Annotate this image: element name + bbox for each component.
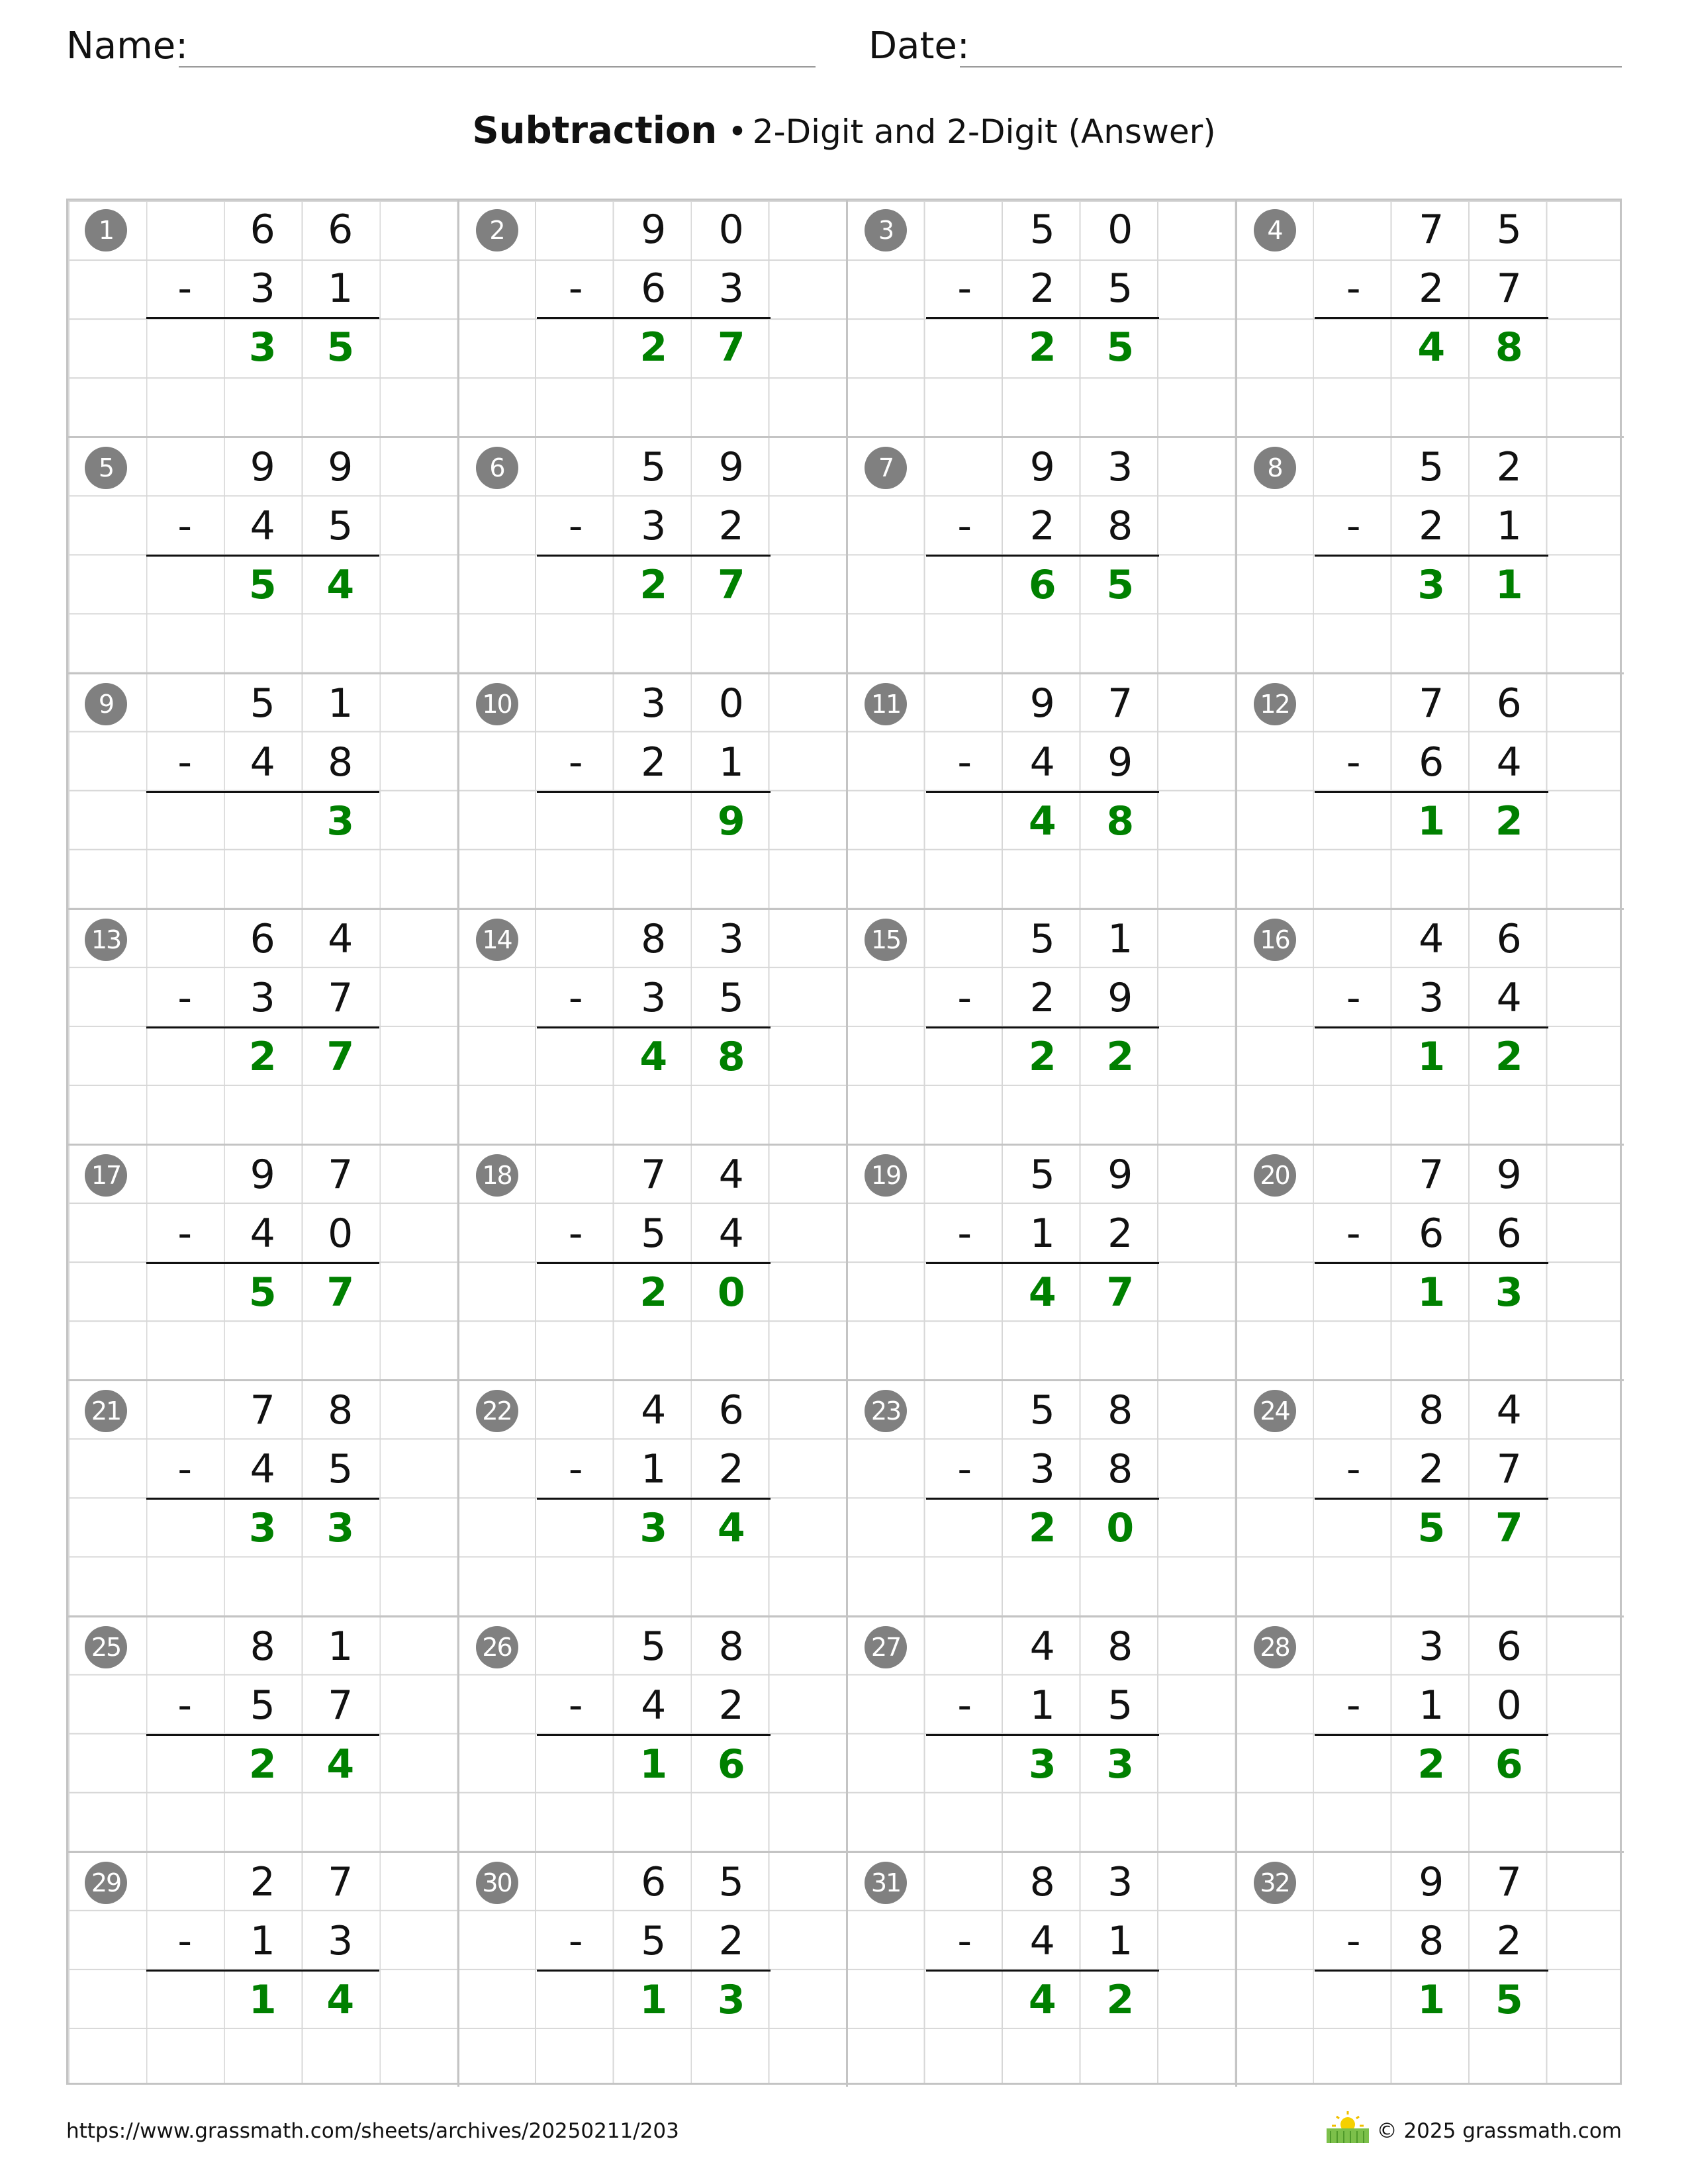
minuend-tens-digit: 6 [641, 1858, 667, 1905]
subtrahend-tens-digit: 2 [641, 739, 667, 786]
subtrahend-ones-digit: 7 [1496, 265, 1522, 312]
subtrahend-ones-digit: 3 [328, 1917, 353, 1964]
problem-number-badge: 16 [1254, 919, 1296, 961]
minus-sign: - [957, 1446, 972, 1493]
minuend-tens-digit: 7 [1419, 1152, 1444, 1198]
problem-29 [68, 1851, 457, 2087]
answer-tens-digit: 2 [248, 1741, 277, 1788]
problem-number-badge: 27 [865, 1626, 907, 1668]
minuend-tens-digit: 8 [1419, 1387, 1444, 1434]
problem-number-badge: 21 [85, 1390, 127, 1432]
title-subtitle: 2-Digit and 2-Digit (Answer) [752, 113, 1216, 151]
minuend-ones-digit: 2 [1496, 444, 1522, 491]
answer-tens-digit: 1 [1417, 797, 1446, 844]
answer-ones-digit: 5 [1495, 1976, 1523, 2023]
problem-21 [68, 1379, 457, 1615]
minuend-ones-digit: 3 [1107, 1858, 1133, 1905]
subtrahend-tens-digit: 3 [250, 265, 275, 312]
answer-ones-digit: 4 [326, 1741, 355, 1788]
subtrahend-tens-digit: 5 [641, 1210, 667, 1257]
answer-tens-digit: 4 [1028, 797, 1056, 844]
minuend-tens-digit: 5 [1029, 206, 1055, 253]
answer-tens-digit: 3 [1028, 1741, 1056, 1788]
problem-number-badge: 8 [1254, 447, 1296, 489]
subtrahend-tens-digit: 2 [1419, 503, 1444, 550]
subtrahend-ones-digit: 2 [718, 1917, 744, 1964]
minuend-ones-digit: 4 [328, 915, 353, 962]
problem-number-badge: 26 [476, 1626, 518, 1668]
subtrahend-tens-digit: 4 [641, 1682, 667, 1729]
problem-number-badge: 4 [1254, 209, 1296, 251]
problem-number-badge: 11 [865, 683, 907, 725]
answer-tens-digit: 5 [248, 1269, 277, 1316]
minuend-ones-digit: 0 [718, 206, 744, 253]
minuend-tens-digit: 5 [641, 444, 667, 491]
subtrahend-tens-digit: 4 [1029, 739, 1055, 786]
subtrahend-ones-digit: 7 [328, 974, 353, 1021]
subtrahend-tens-digit: 3 [250, 974, 275, 1021]
minuend-ones-digit: 6 [1496, 680, 1522, 727]
minuend-tens-digit: 9 [1419, 1858, 1444, 1905]
problem-number-badge: 29 [85, 1862, 127, 1904]
minuend-ones-digit: 3 [1107, 444, 1133, 491]
answer-ones-digit: 6 [1495, 1741, 1523, 1788]
problem-16 [1235, 908, 1624, 1144]
minus-sign: - [177, 503, 193, 550]
answer-ones-digit: 9 [717, 797, 745, 844]
problem-32 [1235, 1851, 1624, 2087]
minuend-ones-digit: 5 [718, 1858, 744, 1905]
problem-number-badge: 23 [865, 1390, 907, 1432]
minuend-ones-digit: 9 [1107, 1152, 1133, 1198]
answer-tens-digit: 2 [639, 1269, 668, 1316]
minus-sign: - [568, 1917, 583, 1964]
minus-sign: - [957, 974, 972, 1021]
subtrahend-ones-digit: 1 [1107, 1917, 1133, 1964]
subtrahend-ones-digit: 2 [1496, 1917, 1522, 1964]
answer-tens-digit: 3 [639, 1505, 668, 1552]
answer-tens-digit: 5 [1417, 1505, 1446, 1552]
minuend-ones-digit: 8 [1107, 1387, 1133, 1434]
minuend-tens-digit: 8 [641, 915, 667, 962]
minus-sign: - [1346, 974, 1361, 1021]
answer-ones-digit: 7 [326, 1033, 355, 1080]
grass-sun-logo-icon [1324, 2109, 1372, 2146]
minus-sign: - [568, 974, 583, 1021]
problem-14 [457, 908, 847, 1144]
subtrahend-ones-digit: 0 [328, 1210, 353, 1257]
subtrahend-ones-digit: 3 [718, 265, 744, 312]
answer-ones-digit: 3 [1106, 1741, 1135, 1788]
minuend-tens-digit: 4 [1419, 915, 1444, 962]
subtrahend-tens-digit: 2 [1029, 265, 1055, 312]
answer-ones-digit: 0 [1106, 1505, 1135, 1552]
subtrahend-tens-digit: 4 [250, 1210, 275, 1257]
subtrahend-ones-digit: 0 [1496, 1682, 1522, 1729]
answer-ones-digit: 7 [717, 562, 745, 609]
minuend-tens-digit: 9 [641, 206, 667, 253]
minuend-ones-digit: 5 [1496, 206, 1522, 253]
answer-tens-digit: 3 [248, 1505, 277, 1552]
minuend-tens-digit: 3 [1419, 1623, 1444, 1670]
answer-tens-digit: 4 [1028, 1976, 1056, 2023]
problem-31 [846, 1851, 1235, 2087]
problem-number-badge: 10 [476, 683, 518, 725]
minus-sign: - [177, 974, 193, 1021]
problem-27 [846, 1615, 1235, 1851]
subtrahend-ones-digit: 5 [1107, 1682, 1133, 1729]
problem-18 [457, 1144, 847, 1379]
name-field-line[interactable] [179, 66, 816, 68]
minuend-ones-digit: 7 [1107, 680, 1133, 727]
minuend-tens-digit: 6 [250, 206, 275, 253]
minuend-ones-digit: 6 [718, 1387, 744, 1434]
minuend-ones-digit: 1 [328, 1623, 353, 1670]
minus-sign: - [177, 265, 193, 312]
subtrahend-ones-digit: 1 [328, 265, 353, 312]
minuend-tens-digit: 9 [1029, 444, 1055, 491]
minuend-ones-digit: 6 [1496, 915, 1522, 962]
subtrahend-tens-digit: 3 [641, 503, 667, 550]
answer-tens-digit: 2 [1028, 1505, 1056, 1552]
problem-number-badge: 13 [85, 919, 127, 961]
answer-ones-digit: 2 [1495, 797, 1523, 844]
minuend-ones-digit: 3 [718, 915, 744, 962]
minuend-tens-digit: 4 [641, 1387, 667, 1434]
minuend-tens-digit: 7 [1419, 206, 1444, 253]
answer-tens-digit: 1 [639, 1976, 668, 2023]
date-field-line[interactable] [960, 66, 1622, 68]
minus-sign: - [957, 265, 972, 312]
minuend-ones-digit: 4 [718, 1152, 744, 1198]
subtrahend-ones-digit: 4 [718, 1210, 744, 1257]
problem-number-badge: 25 [85, 1626, 127, 1668]
problem-5 [68, 436, 457, 672]
answer-ones-digit: 8 [717, 1033, 745, 1080]
minuend-tens-digit: 8 [1029, 1858, 1055, 1905]
minuend-tens-digit: 5 [1419, 444, 1444, 491]
subtrahend-tens-digit: 1 [1029, 1682, 1055, 1729]
minuend-tens-digit: 6 [250, 915, 275, 962]
problem-1 [68, 201, 457, 436]
subtrahend-ones-digit: 5 [328, 503, 353, 550]
subtrahend-tens-digit: 2 [1029, 974, 1055, 1021]
subtrahend-tens-digit: 4 [250, 1446, 275, 1493]
answer-ones-digit: 1 [1495, 562, 1523, 609]
answer-tens-digit: 5 [248, 562, 277, 609]
minus-sign: - [957, 739, 972, 786]
problem-7 [846, 436, 1235, 672]
minuend-tens-digit: 9 [1029, 680, 1055, 727]
answer-ones-digit: 7 [326, 1269, 355, 1316]
problem-9 [68, 672, 457, 908]
minus-sign: - [957, 503, 972, 550]
minuend-tens-digit: 5 [1029, 1152, 1055, 1198]
minuend-ones-digit: 9 [328, 444, 353, 491]
answer-tens-digit: 2 [1028, 324, 1056, 371]
minus-sign: - [177, 1682, 193, 1729]
answer-tens-digit: 2 [639, 324, 668, 371]
minuend-tens-digit: 2 [250, 1858, 275, 1905]
problem-4 [1235, 201, 1624, 436]
minuend-ones-digit: 7 [328, 1152, 353, 1198]
minuend-ones-digit: 0 [718, 680, 744, 727]
problem-number-badge: 2 [476, 209, 518, 251]
problem-17 [68, 1144, 457, 1379]
answer-ones-digit: 5 [326, 324, 355, 371]
minus-sign: - [957, 1210, 972, 1257]
minus-sign: - [177, 739, 193, 786]
answer-ones-digit: 2 [1106, 1033, 1135, 1080]
answer-ones-digit: 7 [1106, 1269, 1135, 1316]
minuend-ones-digit: 1 [1107, 915, 1133, 962]
answer-ones-digit: 3 [326, 1505, 355, 1552]
title-main: Subtraction [472, 109, 718, 152]
subtrahend-ones-digit: 8 [328, 739, 353, 786]
minuend-tens-digit: 8 [250, 1623, 275, 1670]
minuend-tens-digit: 3 [641, 680, 667, 727]
minuend-ones-digit: 8 [328, 1387, 353, 1434]
minuend-tens-digit: 7 [250, 1387, 275, 1434]
subtrahend-tens-digit: 3 [1029, 1446, 1055, 1493]
problem-number-badge: 14 [476, 919, 518, 961]
minus-sign: - [1346, 503, 1361, 550]
problem-number-badge: 3 [865, 209, 907, 251]
minus-sign: - [1346, 1917, 1361, 1964]
answer-ones-digit: 8 [1106, 797, 1135, 844]
minus-sign: - [177, 1446, 193, 1493]
subtrahend-ones-digit: 6 [1496, 1210, 1522, 1257]
answer-tens-digit: 2 [248, 1033, 277, 1080]
answer-ones-digit: 7 [717, 324, 745, 371]
answer-ones-digit: 5 [1106, 562, 1135, 609]
minuend-ones-digit: 7 [1496, 1858, 1522, 1905]
minuend-ones-digit: 6 [328, 206, 353, 253]
problem-22 [457, 1379, 847, 1615]
minus-sign: - [568, 1446, 583, 1493]
title-separator: • [727, 113, 747, 151]
problem-24 [1235, 1379, 1624, 1615]
date-label: Date: [868, 24, 970, 68]
minus-sign: - [957, 1917, 972, 1964]
problem-number-badge: 28 [1254, 1626, 1296, 1668]
answer-tens-digit: 4 [639, 1033, 668, 1080]
minuend-tens-digit: 5 [1029, 915, 1055, 962]
minuend-ones-digit: 7 [328, 1858, 353, 1905]
answer-tens-digit: 2 [639, 562, 668, 609]
subtrahend-tens-digit: 3 [1419, 974, 1444, 1021]
subtrahend-ones-digit: 4 [1496, 739, 1522, 786]
minuend-ones-digit: 8 [718, 1623, 744, 1670]
problem-25 [68, 1615, 457, 1851]
answer-tens-digit: 1 [1417, 1269, 1446, 1316]
minuend-ones-digit: 8 [1107, 1623, 1133, 1670]
answer-ones-digit: 2 [1495, 1033, 1523, 1080]
subtrahend-ones-digit: 7 [1496, 1446, 1522, 1493]
problem-grid [66, 199, 1622, 2085]
minuend-tens-digit: 4 [1029, 1623, 1055, 1670]
problem-number-badge: 24 [1254, 1390, 1296, 1432]
problem-number-badge: 20 [1254, 1154, 1296, 1197]
answer-ones-digit: 3 [326, 797, 355, 844]
subtrahend-ones-digit: 5 [718, 974, 744, 1021]
problem-23 [846, 1379, 1235, 1615]
minus-sign: - [568, 1210, 583, 1257]
subtrahend-ones-digit: 2 [1107, 1210, 1133, 1257]
problem-number-badge: 6 [476, 447, 518, 489]
problem-number-badge: 12 [1254, 683, 1296, 725]
minus-sign: - [177, 1917, 193, 1964]
problem-12 [1235, 672, 1624, 908]
minus-sign: - [568, 739, 583, 786]
subtrahend-tens-digit: 5 [641, 1917, 667, 1964]
minus-sign: - [1346, 1446, 1361, 1493]
answer-ones-digit: 0 [717, 1269, 745, 1316]
subtrahend-tens-digit: 2 [1419, 1446, 1444, 1493]
minuend-tens-digit: 5 [250, 680, 275, 727]
worksheet-title [0, 105, 1688, 158]
problem-15 [846, 908, 1235, 1144]
answer-ones-digit: 8 [1495, 324, 1523, 371]
subtrahend-tens-digit: 1 [1419, 1682, 1444, 1729]
problem-number-badge: 22 [476, 1390, 518, 1432]
problem-10 [457, 672, 847, 908]
minus-sign: - [1346, 1682, 1361, 1729]
subtrahend-ones-digit: 2 [718, 1682, 744, 1729]
problem-number-badge: 18 [476, 1154, 518, 1197]
minus-sign: - [957, 1682, 972, 1729]
problem-13 [68, 908, 457, 1144]
problem-11 [846, 672, 1235, 908]
problem-number-badge: 7 [865, 447, 907, 489]
subtrahend-ones-digit: 5 [328, 1446, 353, 1493]
problem-number-badge: 30 [476, 1862, 518, 1904]
footer-copyright: © 2025 grassmath.com [1376, 2119, 1622, 2143]
subtrahend-tens-digit: 3 [641, 974, 667, 1021]
minus-sign: - [1346, 1210, 1361, 1257]
subtrahend-tens-digit: 6 [641, 265, 667, 312]
answer-ones-digit: 5 [1106, 324, 1135, 371]
subtrahend-ones-digit: 4 [1496, 974, 1522, 1021]
answer-ones-digit: 7 [1495, 1505, 1523, 1552]
subtrahend-tens-digit: 2 [1029, 503, 1055, 550]
subtrahend-tens-digit: 8 [1419, 1917, 1444, 1964]
answer-tens-digit: 6 [1028, 562, 1056, 609]
subtrahend-tens-digit: 2 [1419, 265, 1444, 312]
problem-3 [846, 201, 1235, 436]
minuend-tens-digit: 9 [250, 444, 275, 491]
subtrahend-tens-digit: 6 [1419, 739, 1444, 786]
subtrahend-tens-digit: 1 [1029, 1210, 1055, 1257]
answer-tens-digit: 3 [1417, 562, 1446, 609]
subtrahend-ones-digit: 9 [1107, 974, 1133, 1021]
footer-url: https://www.grassmath.com/sheets/archives/20250211/203 [66, 2119, 679, 2143]
problem-26 [457, 1615, 847, 1851]
answer-ones-digit: 4 [717, 1505, 745, 1552]
minus-sign: - [1346, 739, 1361, 786]
subtrahend-ones-digit: 1 [1496, 503, 1522, 550]
subtrahend-ones-digit: 7 [328, 1682, 353, 1729]
problem-number-badge: 17 [85, 1154, 127, 1197]
minuend-ones-digit: 6 [1496, 1623, 1522, 1670]
subtrahend-ones-digit: 2 [718, 503, 744, 550]
subtrahend-tens-digit: 1 [250, 1917, 275, 1964]
problem-number-badge: 32 [1254, 1862, 1296, 1904]
minus-sign: - [568, 503, 583, 550]
answer-tens-digit: 1 [639, 1741, 668, 1788]
answer-tens-digit: 1 [1417, 1033, 1446, 1080]
answer-tens-digit: 3 [248, 324, 277, 371]
minuend-ones-digit: 1 [328, 680, 353, 727]
minuend-tens-digit: 5 [1029, 1387, 1055, 1434]
answer-tens-digit: 2 [1417, 1741, 1446, 1788]
subtrahend-ones-digit: 5 [1107, 265, 1133, 312]
subtrahend-tens-digit: 4 [250, 503, 275, 550]
minuend-tens-digit: 9 [250, 1152, 275, 1198]
problem-number-badge: 31 [865, 1862, 907, 1904]
minuend-tens-digit: 7 [1419, 680, 1444, 727]
problem-19 [846, 1144, 1235, 1379]
subtrahend-tens-digit: 4 [1029, 1917, 1055, 1964]
problem-number-badge: 9 [85, 683, 127, 725]
problem-2 [457, 201, 847, 436]
answer-tens-digit: 4 [1417, 324, 1446, 371]
problem-number-badge: 5 [85, 447, 127, 489]
answer-tens-digit: 1 [248, 1976, 277, 2023]
answer-ones-digit: 4 [326, 562, 355, 609]
problem-6 [457, 436, 847, 672]
name-label: Name: [66, 24, 189, 68]
minuend-ones-digit: 9 [718, 444, 744, 491]
problem-8 [1235, 436, 1624, 672]
problem-number-badge: 1 [85, 209, 127, 251]
problem-28 [1235, 1615, 1624, 1851]
answer-tens-digit: 4 [1028, 1269, 1056, 1316]
subtrahend-ones-digit: 9 [1107, 739, 1133, 786]
subtrahend-tens-digit: 4 [250, 739, 275, 786]
minus-sign: - [568, 265, 583, 312]
subtrahend-tens-digit: 1 [641, 1446, 667, 1493]
answer-ones-digit: 6 [717, 1741, 745, 1788]
minuend-tens-digit: 7 [641, 1152, 667, 1198]
subtrahend-ones-digit: 8 [1107, 1446, 1133, 1493]
subtrahend-ones-digit: 8 [1107, 503, 1133, 550]
problem-number-badge: 19 [865, 1154, 907, 1197]
minuend-ones-digit: 9 [1496, 1152, 1522, 1198]
answer-ones-digit: 3 [717, 1976, 745, 2023]
minus-sign: - [177, 1210, 193, 1257]
minuend-ones-digit: 0 [1107, 206, 1133, 253]
minus-sign: - [568, 1682, 583, 1729]
answer-ones-digit: 4 [326, 1976, 355, 2023]
minuend-ones-digit: 4 [1496, 1387, 1522, 1434]
answer-ones-digit: 3 [1495, 1269, 1523, 1316]
subtrahend-tens-digit: 6 [1419, 1210, 1444, 1257]
answer-tens-digit: 2 [1028, 1033, 1056, 1080]
problem-number-badge: 15 [865, 919, 907, 961]
problem-20 [1235, 1144, 1624, 1379]
answer-tens-digit: 1 [1417, 1976, 1446, 2023]
subtrahend-ones-digit: 2 [718, 1446, 744, 1493]
minuend-tens-digit: 5 [641, 1623, 667, 1670]
answer-ones-digit: 2 [1106, 1976, 1135, 2023]
subtrahend-ones-digit: 1 [718, 739, 744, 786]
subtrahend-tens-digit: 5 [250, 1682, 275, 1729]
problem-30 [457, 1851, 847, 2087]
minus-sign: - [1346, 265, 1361, 312]
